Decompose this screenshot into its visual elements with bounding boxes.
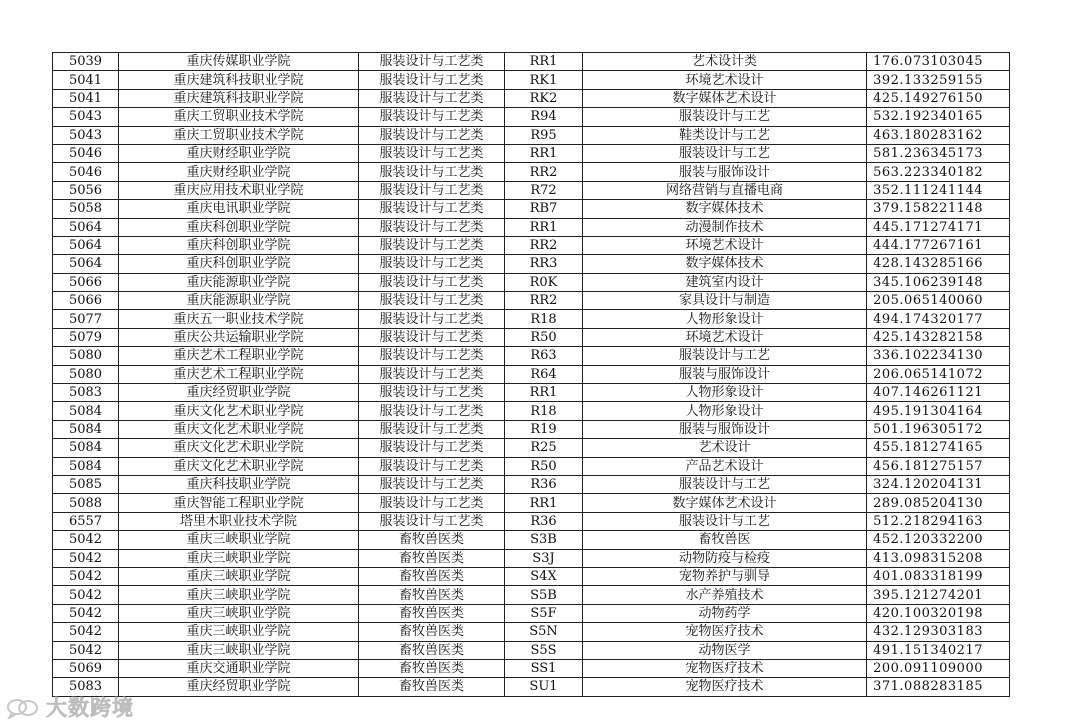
school-code-cell: 5041: [53, 89, 119, 107]
school-name-cell: 重庆财经职业学院: [119, 163, 359, 181]
major-code-cell: R95: [505, 126, 583, 144]
school-name-cell: 重庆公共运输职业学院: [119, 328, 359, 346]
category-cell: 畜牧兽医类: [359, 678, 505, 696]
major-name-cell: 宠物医疗技术: [583, 623, 867, 641]
school-code-cell: 5039: [53, 53, 119, 71]
score-cell: 444.177267161: [867, 236, 1010, 254]
school-code-cell: 5042: [53, 567, 119, 585]
school-code-cell: 5064: [53, 218, 119, 236]
category-cell: 畜牧兽医类: [359, 659, 505, 677]
school-code-cell: 5064: [53, 236, 119, 254]
table-row: [53, 457, 1010, 475]
table-row: [53, 420, 1010, 438]
school-name-cell: 重庆电讯职业学院: [119, 200, 359, 218]
category-cell: 服装设计与工艺类: [359, 512, 505, 530]
major-name-cell: 宠物医疗技术: [583, 659, 867, 677]
score-cell: 371.088283185: [867, 678, 1010, 696]
score-cell: 452.120332200: [867, 531, 1010, 549]
major-code-cell: RR1: [505, 384, 583, 402]
school-name-cell: 重庆三峡职业学院: [119, 604, 359, 622]
major-code-cell: RR1: [505, 218, 583, 236]
major-code-cell: R18: [505, 310, 583, 328]
category-cell: 服装设计与工艺类: [359, 475, 505, 493]
table-row: [53, 273, 1010, 291]
category-cell: 服装设计与工艺类: [359, 402, 505, 420]
major-code-cell: RB7: [505, 200, 583, 218]
score-cell: 463.180283162: [867, 126, 1010, 144]
major-name-cell: 数字媒体技术: [583, 200, 867, 218]
school-code-cell: 5083: [53, 384, 119, 402]
score-cell: 379.158221148: [867, 200, 1010, 218]
school-name-cell: 重庆三峡职业学院: [119, 623, 359, 641]
major-code-cell: R25: [505, 439, 583, 457]
admission-score-table: [52, 52, 1010, 697]
score-cell: 501.196305172: [867, 420, 1010, 438]
score-cell: 563.223340182: [867, 163, 1010, 181]
school-name-cell: 重庆三峡职业学院: [119, 531, 359, 549]
major-code-cell: R18: [505, 402, 583, 420]
score-cell: 495.191304164: [867, 402, 1010, 420]
school-code-cell: 5056: [53, 181, 119, 199]
category-cell: 服装设计与工艺类: [359, 328, 505, 346]
table-row: [53, 144, 1010, 162]
category-cell: 服装设计与工艺类: [359, 273, 505, 291]
school-code-cell: 5084: [53, 420, 119, 438]
table-body: [53, 53, 1010, 697]
school-code-cell: 5042: [53, 549, 119, 567]
major-code-cell: R63: [505, 347, 583, 365]
major-code-cell: RR3: [505, 255, 583, 273]
category-cell: 服装设计与工艺类: [359, 255, 505, 273]
table-row: [53, 659, 1010, 677]
table-row: [53, 439, 1010, 457]
table-row: [53, 163, 1010, 181]
score-cell: 395.121274201: [867, 586, 1010, 604]
table-row: [53, 531, 1010, 549]
school-name-cell: 重庆工贸职业技术学院: [119, 126, 359, 144]
table-row: [53, 475, 1010, 493]
major-code-cell: SS1: [505, 659, 583, 677]
score-cell: 432.129303183: [867, 623, 1010, 641]
school-name-cell: 重庆传媒职业学院: [119, 53, 359, 71]
score-cell: 407.146261121: [867, 384, 1010, 402]
major-name-cell: 服装与服饰设计: [583, 420, 867, 438]
table-row: [53, 292, 1010, 310]
table-row: [53, 181, 1010, 199]
score-cell: 205.065140060: [867, 292, 1010, 310]
major-code-cell: S5B: [505, 586, 583, 604]
category-cell: 服装设计与工艺类: [359, 53, 505, 71]
school-name-cell: 重庆交通职业学院: [119, 659, 359, 677]
school-name-cell: 重庆能源职业学院: [119, 273, 359, 291]
major-name-cell: 艺术设计类: [583, 53, 867, 71]
major-name-cell: 服装与服饰设计: [583, 365, 867, 383]
major-code-cell: RK1: [505, 71, 583, 89]
major-code-cell: S3J: [505, 549, 583, 567]
major-code-cell: R36: [505, 512, 583, 530]
major-code-cell: S5F: [505, 604, 583, 622]
school-code-cell: 5043: [53, 126, 119, 144]
category-cell: 服装设计与工艺类: [359, 163, 505, 181]
school-code-cell: 5079: [53, 328, 119, 346]
school-name-cell: 重庆艺术工程职业学院: [119, 347, 359, 365]
table-row: [53, 567, 1010, 585]
major-code-cell: S4X: [505, 567, 583, 585]
school-code-cell: 5042: [53, 623, 119, 641]
school-name-cell: 重庆经贸职业学院: [119, 678, 359, 696]
school-code-cell: 5042: [53, 604, 119, 622]
school-code-cell: 5066: [53, 273, 119, 291]
school-code-cell: 5064: [53, 255, 119, 273]
score-cell: 512.218294163: [867, 512, 1010, 530]
score-cell: 581.236345173: [867, 144, 1010, 162]
major-code-cell: R72: [505, 181, 583, 199]
major-name-cell: 服装与服饰设计: [583, 163, 867, 181]
category-cell: 服装设计与工艺类: [359, 494, 505, 512]
score-cell: 289.085204130: [867, 494, 1010, 512]
school-code-cell: 5042: [53, 641, 119, 659]
category-cell: 服装设计与工艺类: [359, 126, 505, 144]
major-code-cell: RR2: [505, 163, 583, 181]
table-row: [53, 641, 1010, 659]
major-name-cell: 动漫制作技术: [583, 218, 867, 236]
major-name-cell: 人物形象设计: [583, 384, 867, 402]
table-row: [53, 586, 1010, 604]
category-cell: 服装设计与工艺类: [359, 89, 505, 107]
school-name-cell: 重庆文化艺术职业学院: [119, 457, 359, 475]
school-code-cell: 5069: [53, 659, 119, 677]
category-cell: 服装设计与工艺类: [359, 292, 505, 310]
school-code-cell: 5077: [53, 310, 119, 328]
major-code-cell: R0K: [505, 273, 583, 291]
table-row: [53, 678, 1010, 696]
category-cell: 服装设计与工艺类: [359, 365, 505, 383]
table-row: [53, 53, 1010, 71]
watermark: [6, 692, 156, 722]
major-code-cell: RR1: [505, 494, 583, 512]
school-code-cell: 5042: [53, 531, 119, 549]
score-cell: 336.102234130: [867, 347, 1010, 365]
table-row: [53, 402, 1010, 420]
major-name-cell: 数字媒体技术: [583, 255, 867, 273]
table-row: [53, 218, 1010, 236]
table-row: [53, 328, 1010, 346]
score-cell: 532.192340165: [867, 108, 1010, 126]
major-name-cell: 建筑室内设计: [583, 273, 867, 291]
major-name-cell: 环境艺术设计: [583, 71, 867, 89]
major-name-cell: 艺术设计: [583, 439, 867, 457]
school-code-cell: 5066: [53, 292, 119, 310]
major-code-cell: RR2: [505, 236, 583, 254]
table-row: [53, 126, 1010, 144]
score-cell: 176.073103045: [867, 53, 1010, 71]
table-row: [53, 71, 1010, 89]
major-code-cell: RR2: [505, 292, 583, 310]
major-code-cell: R94: [505, 108, 583, 126]
major-code-cell: S5N: [505, 623, 583, 641]
category-cell: 服装设计与工艺类: [359, 384, 505, 402]
school-name-cell: 重庆能源职业学院: [119, 292, 359, 310]
major-code-cell: RR1: [505, 144, 583, 162]
table-row: [53, 512, 1010, 530]
table-row: [53, 347, 1010, 365]
major-name-cell: 宠物医疗技术: [583, 678, 867, 696]
score-cell: 445.171274171: [867, 218, 1010, 236]
school-name-cell: 重庆三峡职业学院: [119, 549, 359, 567]
school-code-cell: 5080: [53, 347, 119, 365]
category-cell: 服装设计与工艺类: [359, 200, 505, 218]
major-code-cell: R64: [505, 365, 583, 383]
table-row: [53, 236, 1010, 254]
score-cell: 455.181274165: [867, 439, 1010, 457]
major-name-cell: 数字媒体艺术设计: [583, 494, 867, 512]
major-name-cell: 服装设计与工艺: [583, 144, 867, 162]
major-name-cell: 服装设计与工艺: [583, 475, 867, 493]
table-row: [53, 384, 1010, 402]
school-code-cell: 6557: [53, 512, 119, 530]
table-row: [53, 494, 1010, 512]
score-cell: 428.143285166: [867, 255, 1010, 273]
major-code-cell: R50: [505, 328, 583, 346]
table-row: [53, 604, 1010, 622]
school-name-cell: 重庆三峡职业学院: [119, 567, 359, 585]
major-name-cell: 环境艺术设计: [583, 236, 867, 254]
school-name-cell: 重庆科创职业学院: [119, 236, 359, 254]
school-name-cell: 塔里木职业技术学院: [119, 512, 359, 530]
table-row: [53, 255, 1010, 273]
category-cell: 服装设计与工艺类: [359, 457, 505, 475]
category-cell: 服装设计与工艺类: [359, 236, 505, 254]
school-name-cell: 重庆三峡职业学院: [119, 641, 359, 659]
school-code-cell: 5084: [53, 439, 119, 457]
table-row: [53, 310, 1010, 328]
category-cell: 畜牧兽医类: [359, 586, 505, 604]
score-cell: 352.111241144: [867, 181, 1010, 199]
category-cell: 服装设计与工艺类: [359, 420, 505, 438]
school-name-cell: 重庆五一职业技术学院: [119, 310, 359, 328]
category-cell: 服装设计与工艺类: [359, 439, 505, 457]
score-cell: 206.065141072: [867, 365, 1010, 383]
major-name-cell: 动物防疫与检疫: [583, 549, 867, 567]
score-cell: 425.143282158: [867, 328, 1010, 346]
category-cell: 服装设计与工艺类: [359, 108, 505, 126]
major-code-cell: RR1: [505, 53, 583, 71]
major-code-cell: SU1: [505, 678, 583, 696]
school-code-cell: 5084: [53, 402, 119, 420]
major-name-cell: 服装设计与工艺: [583, 108, 867, 126]
major-name-cell: 动物药学: [583, 604, 867, 622]
category-cell: 服装设计与工艺类: [359, 144, 505, 162]
table-row: [53, 365, 1010, 383]
major-name-cell: 产品艺术设计: [583, 457, 867, 475]
school-name-cell: 重庆工贸职业技术学院: [119, 108, 359, 126]
major-name-cell: 宠物养护与驯导: [583, 567, 867, 585]
school-name-cell: 重庆文化艺术职业学院: [119, 439, 359, 457]
major-name-cell: 人物形象设计: [583, 310, 867, 328]
score-cell: 401.083318199: [867, 567, 1010, 585]
category-cell: 畜牧兽医类: [359, 604, 505, 622]
school-name-cell: 重庆文化艺术职业学院: [119, 420, 359, 438]
major-name-cell: 服装设计与工艺: [583, 347, 867, 365]
category-cell: 畜牧兽医类: [359, 531, 505, 549]
category-cell: 服装设计与工艺类: [359, 218, 505, 236]
table-row: [53, 108, 1010, 126]
score-cell: 494.174320177: [867, 310, 1010, 328]
category-cell: 服装设计与工艺类: [359, 347, 505, 365]
watermark-text: 大数跨境: [46, 696, 134, 720]
major-code-cell: R50: [505, 457, 583, 475]
major-code-cell: S5S: [505, 641, 583, 659]
major-code-cell: RK2: [505, 89, 583, 107]
major-code-cell: R19: [505, 420, 583, 438]
school-code-cell: 5046: [53, 144, 119, 162]
school-name-cell: 重庆艺术工程职业学院: [119, 365, 359, 383]
school-code-cell: 5046: [53, 163, 119, 181]
school-name-cell: 重庆经贸职业学院: [119, 384, 359, 402]
table-row: [53, 200, 1010, 218]
major-name-cell: 人物形象设计: [583, 402, 867, 420]
school-code-cell: 5080: [53, 365, 119, 383]
category-cell: 畜牧兽医类: [359, 641, 505, 659]
school-code-cell: 5043: [53, 108, 119, 126]
score-cell: 425.149276150: [867, 89, 1010, 107]
chat-bubble-logo-icon: [6, 697, 40, 717]
category-cell: 服装设计与工艺类: [359, 71, 505, 89]
score-cell: 200.091109000: [867, 659, 1010, 677]
table-row: [53, 623, 1010, 641]
table-row: [53, 549, 1010, 567]
school-code-cell: 5058: [53, 200, 119, 218]
school-name-cell: 重庆科技职业学院: [119, 475, 359, 493]
school-code-cell: 5041: [53, 71, 119, 89]
score-cell: 345.106239148: [867, 273, 1010, 291]
category-cell: 畜牧兽医类: [359, 623, 505, 641]
school-name-cell: 重庆建筑科技职业学院: [119, 89, 359, 107]
score-cell: 324.120204131: [867, 475, 1010, 493]
category-cell: 畜牧兽医类: [359, 549, 505, 567]
major-name-cell: 网络营销与直播电商: [583, 181, 867, 199]
major-name-cell: 水产养殖技术: [583, 586, 867, 604]
score-cell: 456.181275157: [867, 457, 1010, 475]
score-cell: 491.151340217: [867, 641, 1010, 659]
school-name-cell: 重庆科创职业学院: [119, 255, 359, 273]
score-cell: 392.133259155: [867, 71, 1010, 89]
school-code-cell: 5084: [53, 457, 119, 475]
school-name-cell: 重庆建筑科技职业学院: [119, 71, 359, 89]
table-row: [53, 89, 1010, 107]
category-cell: 畜牧兽医类: [359, 567, 505, 585]
school-code-cell: 5088: [53, 494, 119, 512]
category-cell: 服装设计与工艺类: [359, 181, 505, 199]
school-code-cell: 5083: [53, 678, 119, 696]
major-name-cell: 动物医学: [583, 641, 867, 659]
major-name-cell: 服装设计与工艺: [583, 512, 867, 530]
major-name-cell: 环境艺术设计: [583, 328, 867, 346]
school-name-cell: 重庆应用技术职业学院: [119, 181, 359, 199]
category-cell: 服装设计与工艺类: [359, 310, 505, 328]
major-name-cell: 数字媒体艺术设计: [583, 89, 867, 107]
school-name-cell: 重庆文化艺术职业学院: [119, 402, 359, 420]
school-name-cell: 重庆智能工程职业学院: [119, 494, 359, 512]
school-name-cell: 重庆科创职业学院: [119, 218, 359, 236]
school-code-cell: 5042: [53, 586, 119, 604]
school-name-cell: 重庆财经职业学院: [119, 144, 359, 162]
score-cell: 413.098315208: [867, 549, 1010, 567]
score-cell: 420.100320198: [867, 604, 1010, 622]
major-code-cell: S3B: [505, 531, 583, 549]
major-name-cell: 家具设计与制造: [583, 292, 867, 310]
school-code-cell: 5085: [53, 475, 119, 493]
major-code-cell: R36: [505, 475, 583, 493]
major-name-cell: 鞋类设计与工艺: [583, 126, 867, 144]
major-name-cell: 畜牧兽医: [583, 531, 867, 549]
school-name-cell: 重庆三峡职业学院: [119, 586, 359, 604]
